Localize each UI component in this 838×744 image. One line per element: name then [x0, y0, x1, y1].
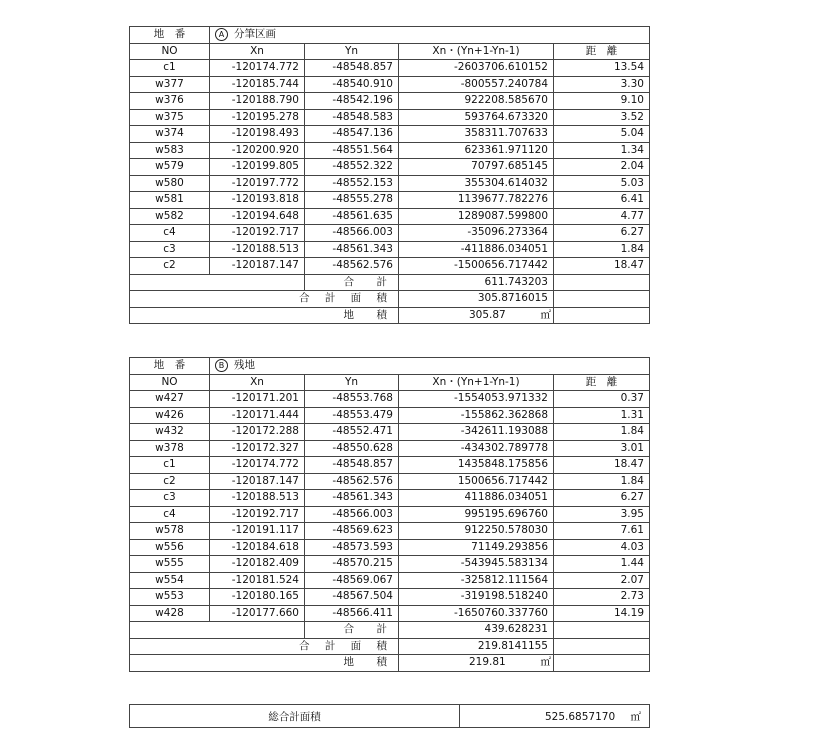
- cell-yn: -48548.857: [305, 60, 399, 77]
- cell-no: w581: [130, 192, 210, 209]
- total-area-value: 305.8716015: [399, 291, 554, 308]
- grand-total-unit: ㎡: [630, 710, 641, 723]
- cell-product: 70797.685145: [399, 159, 554, 176]
- cell-distance: 1.84: [554, 424, 650, 441]
- cell-yn: -48552.322: [305, 159, 399, 176]
- cell-yn: -48547.136: [305, 126, 399, 143]
- header-product: Xn・(Yn+1-Yn-1): [399, 43, 554, 60]
- cell-distance: 14.19: [554, 605, 650, 622]
- cell-xn: -120192.717: [210, 506, 305, 523]
- cell-xn: -120187.147: [210, 473, 305, 490]
- cell-distance: 5.03: [554, 175, 650, 192]
- cell-product: -342611.193088: [399, 424, 554, 441]
- table-row: [130, 539, 650, 556]
- cell-no: c2: [130, 258, 210, 275]
- cell-distance: 3.30: [554, 76, 650, 93]
- land-area-value-cell: [399, 655, 554, 672]
- cell-no: w376: [130, 93, 210, 110]
- cell-xn: -120172.327: [210, 440, 305, 457]
- cell-product: -1650760.337760: [399, 605, 554, 622]
- cell-no: c1: [130, 60, 210, 77]
- sum-empty: [554, 622, 650, 639]
- cell-xn: -120200.920: [210, 142, 305, 159]
- total-area-row: [130, 291, 650, 308]
- cell-yn: -48553.479: [305, 407, 399, 424]
- cell-xn: -120185.744: [210, 76, 305, 93]
- land-area-row: [130, 655, 650, 672]
- cell-yn: -48550.628: [305, 440, 399, 457]
- cell-product: 1435848.175856: [399, 457, 554, 474]
- cell-product: -325812.111564: [399, 572, 554, 589]
- total-area-label: 合 計 面 積: [130, 638, 399, 655]
- chiban-label: 地 番: [130, 358, 210, 375]
- cell-xn: -120171.444: [210, 407, 305, 424]
- area-unit: ㎡: [540, 656, 551, 669]
- cell-product: -1500656.717442: [399, 258, 554, 275]
- table-row: [130, 605, 650, 622]
- title-row: [130, 27, 650, 44]
- parcel-a-table: [129, 26, 650, 324]
- cell-no: w374: [130, 126, 210, 143]
- cell-distance: 7.61: [554, 523, 650, 540]
- table-row: [130, 159, 650, 176]
- land-area-row: [130, 307, 650, 324]
- table-row: [130, 258, 650, 275]
- cell-distance: 4.03: [554, 539, 650, 556]
- cell-distance: 1.84: [554, 473, 650, 490]
- land-area-empty: [554, 655, 650, 672]
- table-title-cell: [210, 358, 650, 375]
- sum-label: 合 計: [305, 274, 399, 291]
- cell-yn: -48548.583: [305, 109, 399, 126]
- cell-product: -319198.518240: [399, 589, 554, 606]
- cell-distance: 2.04: [554, 159, 650, 176]
- cell-product: 411886.034051: [399, 490, 554, 507]
- grand-total-label: 総合計面積: [130, 705, 460, 728]
- table-row: [130, 506, 650, 523]
- title-row: [130, 358, 650, 375]
- cell-xn: -120194.648: [210, 208, 305, 225]
- header-distance: 距 離: [554, 374, 650, 391]
- sum-row: [130, 274, 650, 291]
- header-row: [130, 43, 650, 60]
- cell-no: w377: [130, 76, 210, 93]
- cell-no: w579: [130, 159, 210, 176]
- cell-distance: 1.31: [554, 407, 650, 424]
- cell-yn: -48562.576: [305, 258, 399, 275]
- cell-yn: -48566.003: [305, 506, 399, 523]
- cell-yn: -48561.343: [305, 490, 399, 507]
- cell-xn: -120172.288: [210, 424, 305, 441]
- cell-yn: -48551.564: [305, 142, 399, 159]
- cell-yn: -48561.635: [305, 208, 399, 225]
- cell-no: w578: [130, 523, 210, 540]
- cell-distance: 1.44: [554, 556, 650, 573]
- cell-product: -434302.789778: [399, 440, 554, 457]
- header-yn: Yn: [305, 374, 399, 391]
- header-xn: Xn: [210, 374, 305, 391]
- table-row: [130, 175, 650, 192]
- cell-no: w553: [130, 589, 210, 606]
- cell-yn: -48562.576: [305, 473, 399, 490]
- sum-value: 611.743203: [399, 274, 554, 291]
- cell-yn: -48548.857: [305, 457, 399, 474]
- total-area-row: [130, 638, 650, 655]
- cell-yn: -48569.067: [305, 572, 399, 589]
- land-area-value: 219.81: [469, 656, 506, 669]
- table-row: [130, 192, 650, 209]
- cell-xn: -120193.818: [210, 192, 305, 209]
- table-row: [130, 142, 650, 159]
- sum-spacer: [130, 274, 305, 291]
- cell-distance: 2.73: [554, 589, 650, 606]
- grand-total-value: 525.6857170: [545, 710, 616, 723]
- cell-no: w582: [130, 208, 210, 225]
- total-area-empty: [554, 291, 650, 308]
- cell-yn: -48540.910: [305, 76, 399, 93]
- cell-product: 355304.614032: [399, 175, 554, 192]
- table-row: [130, 109, 650, 126]
- table-row: [130, 407, 650, 424]
- table-row: [130, 523, 650, 540]
- cell-xn: -120198.493: [210, 126, 305, 143]
- cell-distance: 18.47: [554, 258, 650, 275]
- total-area-empty: [554, 638, 650, 655]
- cell-yn: -48573.593: [305, 539, 399, 556]
- cell-yn: -48552.153: [305, 175, 399, 192]
- cell-xn: -120192.717: [210, 225, 305, 242]
- cell-product: 995195.696760: [399, 506, 554, 523]
- cell-distance: 9.10: [554, 93, 650, 110]
- table-row: [130, 589, 650, 606]
- cell-no: c1: [130, 457, 210, 474]
- cell-no: w556: [130, 539, 210, 556]
- table-row: [130, 490, 650, 507]
- cell-product: 593764.673320: [399, 109, 554, 126]
- cell-distance: 18.47: [554, 457, 650, 474]
- cell-no: w583: [130, 142, 210, 159]
- sum-spacer: [130, 622, 305, 639]
- table-row: [130, 126, 650, 143]
- cell-distance: 1.34: [554, 142, 650, 159]
- cell-no: c4: [130, 225, 210, 242]
- cell-yn: -48569.623: [305, 523, 399, 540]
- cell-no: w554: [130, 572, 210, 589]
- parcel-b-table: [129, 357, 650, 672]
- table-row: [130, 225, 650, 242]
- cell-no: c3: [130, 241, 210, 258]
- table-row: [130, 208, 650, 225]
- cell-product: 71149.293856: [399, 539, 554, 556]
- total-area-value: 219.8141155: [399, 638, 554, 655]
- cell-product: 623361.971120: [399, 142, 554, 159]
- cell-xn: -120191.117: [210, 523, 305, 540]
- land-area-empty: [554, 307, 650, 324]
- cell-product: 358311.707633: [399, 126, 554, 143]
- table-row: [130, 241, 650, 258]
- cell-xn: -120187.147: [210, 258, 305, 275]
- table-title-cell: [210, 27, 650, 44]
- land-area-value: 305.87: [469, 308, 506, 321]
- sum-value: 439.628231: [399, 622, 554, 639]
- cell-product: 922208.585670: [399, 93, 554, 110]
- header-no: NO: [130, 43, 210, 60]
- cell-product: -411886.034051: [399, 241, 554, 258]
- sum-label: 合 計: [305, 622, 399, 639]
- area-unit: ㎡: [540, 308, 551, 321]
- cell-distance: 2.07: [554, 572, 650, 589]
- header-row: [130, 374, 650, 391]
- cell-product: 1500656.717442: [399, 473, 554, 490]
- cell-product: -543945.583134: [399, 556, 554, 573]
- table-row: [130, 391, 650, 408]
- table-row: [130, 440, 650, 457]
- table-title: 分筆区画: [234, 28, 276, 41]
- table-title: 残地: [234, 359, 255, 372]
- cell-yn: -48552.471: [305, 424, 399, 441]
- table-row: [130, 457, 650, 474]
- cell-no: w428: [130, 605, 210, 622]
- cell-yn: -48567.504: [305, 589, 399, 606]
- cell-distance: 6.27: [554, 490, 650, 507]
- cell-product: 912250.578030: [399, 523, 554, 540]
- grand-total-value-cell: [460, 705, 650, 728]
- cell-xn: -120174.772: [210, 457, 305, 474]
- cell-product: -35096.273364: [399, 225, 554, 242]
- cell-distance: 13.54: [554, 60, 650, 77]
- cell-distance: 3.95: [554, 506, 650, 523]
- cell-product: -155862.362868: [399, 407, 554, 424]
- cell-xn: -120199.805: [210, 159, 305, 176]
- cell-no: w426: [130, 407, 210, 424]
- cell-xn: -120184.618: [210, 539, 305, 556]
- header-yn: Yn: [305, 43, 399, 60]
- circled-letter-icon: A: [215, 28, 228, 41]
- cell-xn: -120197.772: [210, 175, 305, 192]
- grand-total-row: [130, 705, 650, 728]
- total-area-label: 合 計 面 積: [130, 291, 399, 308]
- cell-xn: -120181.524: [210, 572, 305, 589]
- cell-no: c4: [130, 506, 210, 523]
- header-distance: 距 離: [554, 43, 650, 60]
- cell-distance: 0.37: [554, 391, 650, 408]
- cell-distance: 3.52: [554, 109, 650, 126]
- table-row: [130, 473, 650, 490]
- table-row: [130, 556, 650, 573]
- sum-empty: [554, 274, 650, 291]
- cell-yn: -48561.343: [305, 241, 399, 258]
- cell-xn: -120177.660: [210, 605, 305, 622]
- parcel-b-body: [130, 358, 650, 672]
- table-row: [130, 424, 650, 441]
- cell-product: 1289087.599800: [399, 208, 554, 225]
- land-area-label: 地 積: [130, 307, 399, 324]
- cell-xn: -120174.772: [210, 60, 305, 77]
- cell-distance: 6.27: [554, 225, 650, 242]
- cell-distance: 6.41: [554, 192, 650, 209]
- table-row: [130, 93, 650, 110]
- cell-xn: -120180.165: [210, 589, 305, 606]
- cell-product: -800557.240784: [399, 76, 554, 93]
- cell-no: w378: [130, 440, 210, 457]
- cell-distance: 5.04: [554, 126, 650, 143]
- cell-xn: -120171.201: [210, 391, 305, 408]
- header-xn: Xn: [210, 43, 305, 60]
- cell-product: -2603706.610152: [399, 60, 554, 77]
- cell-no: w580: [130, 175, 210, 192]
- cell-distance: 1.84: [554, 241, 650, 258]
- cell-xn: -120182.409: [210, 556, 305, 573]
- cell-distance: 3.01: [554, 440, 650, 457]
- cell-yn: -48542.196: [305, 93, 399, 110]
- cell-xn: -120188.513: [210, 241, 305, 258]
- cell-yn: -48566.411: [305, 605, 399, 622]
- cell-no: w375: [130, 109, 210, 126]
- table-row: [130, 60, 650, 77]
- cell-no: w427: [130, 391, 210, 408]
- cell-distance: 4.77: [554, 208, 650, 225]
- table-row: [130, 76, 650, 93]
- cell-yn: -48570.215: [305, 556, 399, 573]
- cell-xn: -120188.513: [210, 490, 305, 507]
- chiban-label: 地 番: [130, 27, 210, 44]
- cell-product: -1554053.971332: [399, 391, 554, 408]
- cell-yn: -48553.768: [305, 391, 399, 408]
- sum-row: [130, 622, 650, 639]
- cell-no: w432: [130, 424, 210, 441]
- header-product: Xn・(Yn+1-Yn-1): [399, 374, 554, 391]
- circled-letter-icon: B: [215, 359, 228, 372]
- cell-product: 1139677.782276: [399, 192, 554, 209]
- cell-xn: -120188.790: [210, 93, 305, 110]
- land-area-value-cell: [399, 307, 554, 324]
- grand-total-table: [129, 704, 650, 728]
- cell-no: c2: [130, 473, 210, 490]
- cell-no: w555: [130, 556, 210, 573]
- table-row: [130, 572, 650, 589]
- parcel-a-body: [130, 27, 650, 324]
- cell-yn: -48555.278: [305, 192, 399, 209]
- land-area-label: 地 積: [130, 655, 399, 672]
- cell-xn: -120195.278: [210, 109, 305, 126]
- cell-yn: -48566.003: [305, 225, 399, 242]
- header-no: NO: [130, 374, 210, 391]
- cell-no: c3: [130, 490, 210, 507]
